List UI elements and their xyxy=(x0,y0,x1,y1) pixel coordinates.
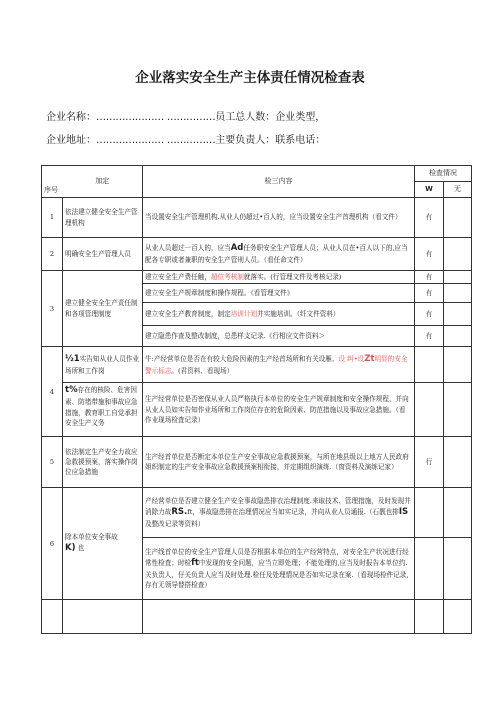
row-no[interactable] xyxy=(444,437,472,488)
table-row xyxy=(42,383,472,437)
row-no[interactable] xyxy=(444,538,472,600)
phone-label: 联系电话： xyxy=(275,135,326,146)
row-yes[interactable] xyxy=(415,383,444,437)
row-item: 除本单位安全事故 K) 也 xyxy=(63,488,143,600)
row-content: 产经营单位是否建立健全生产安全事故隐患排衣治理制度.来取技术、管理措施，及时发现并消除力故RS.ft，事故隐患排在治理情况应当如实记录，并向从业人员通报.（石靓也排IS及整改记录等资料） xyxy=(143,488,415,538)
company-type-label: 企业类型， xyxy=(275,112,326,123)
row-number xyxy=(42,600,63,634)
row-item-top: ½1实告知从业人员作业场所和工作岗 xyxy=(63,347,143,383)
row-no[interactable] xyxy=(444,488,472,538)
row-item xyxy=(63,600,143,634)
row-number: 2 xyxy=(42,238,63,271)
row-content: 牛:产经营单位是否在有较大危险因素的生产经首场所和有关设雁、设 纠•设Zt明显的安全警示标志。(君资料、看现场） xyxy=(143,347,415,383)
table-row xyxy=(42,347,472,383)
row-no[interactable] xyxy=(444,600,472,634)
row-item: 建立健全安全生产责任制和各项管理制度 xyxy=(63,271,143,347)
row-yes[interactable]: 行 xyxy=(415,437,444,488)
row-no[interactable] xyxy=(444,347,472,383)
row-content: 建立安全生产规章制度和操作规程。《看管理文件》 xyxy=(143,284,415,303)
row-content: 建立安全生产教育制度，制定培训计划并实施培训。（纤文件资料） xyxy=(143,303,415,326)
header-seq: 序号 xyxy=(42,166,63,198)
employee-total-label: 员工总人数： xyxy=(215,112,276,123)
row-yes[interactable]: 有 xyxy=(415,198,444,238)
row-yes[interactable]: 有 xyxy=(415,271,444,284)
row-item: 明确安全生产管理人员 xyxy=(63,238,143,271)
company-address-field[interactable]: ………………… …………… xyxy=(96,135,216,146)
table-row xyxy=(42,271,472,284)
row-number: 1 xyxy=(42,198,63,238)
row-number: 4 xyxy=(42,347,63,437)
row-yes[interactable] xyxy=(415,347,444,383)
company-info-line-1 xyxy=(46,108,325,123)
header-status: 检査情况 xyxy=(415,166,472,182)
table-row-empty xyxy=(42,600,472,634)
company-info-line-2 xyxy=(46,131,325,146)
row-no[interactable] xyxy=(444,383,472,437)
company-name-label: 企业名称： xyxy=(46,112,96,123)
row-no[interactable] xyxy=(444,198,472,238)
row-no[interactable] xyxy=(444,238,472,271)
row-content: 生产线首单位的安全生产管理人员是否根据本单位的生产经营特点，对安全生产状况进行经常性检査；时检ft中发现的安全问题，应当立即处理；不能处理的,应当及时报告本单位约.关负贵人，仔关负贵人应当及时处理.检任及处理情况是否如实记录在案.（看现场检件记录,存有无领导替搭检查） xyxy=(143,538,415,600)
table-row xyxy=(42,488,472,538)
row-item-bottom: t%存在的核险、危害因素、防堵带施和事故应急措施，教育职工自觉承担安全生产义务 xyxy=(63,383,143,437)
header-yes: W xyxy=(415,182,444,198)
row-number: 6 xyxy=(42,488,63,600)
row-yes[interactable]: 有 xyxy=(415,284,444,303)
company-name-field[interactable]: ………………… …………… xyxy=(96,112,216,123)
row-yes[interactable] xyxy=(415,538,444,600)
row-no[interactable] xyxy=(444,284,472,303)
row-content xyxy=(143,600,415,634)
table-row xyxy=(42,238,472,271)
table-row xyxy=(42,198,472,238)
row-content: 建立安全生产费任触，超位考核制就落实。(行管理文件及考核记录) xyxy=(143,271,415,284)
row-number: 3 xyxy=(42,271,63,347)
row-content: 生产经营单位是否密保从业人员严格执行本单位的安全生产规章制度和安全操作规程，并向从业人员如实告知作业场所和工作岗位存在的危险因素、防范措施以及事故应急措施。（看作业现场检査记录） xyxy=(143,383,415,437)
row-no[interactable] xyxy=(444,271,472,284)
row-yes[interactable]: 有 xyxy=(415,326,444,347)
header-item: 加定 xyxy=(63,166,143,198)
header-content: 检三内容 xyxy=(143,166,415,198)
table-header-row xyxy=(42,166,472,182)
row-item: 依法制定生产安全力故应急救援预案，落实操作岗位应急措施 xyxy=(63,437,143,488)
row-no[interactable] xyxy=(444,303,472,326)
row-content: 生产经首单位是否断定本单位生产安全事故应急救援预案，与所在地县级以上地方人民政府姐织制定的生产安全事故应急救援预案相衔接，并定期组织演练.（窗资料及演练记家） xyxy=(143,437,415,488)
page-title: 企业落实安全生产主体责任情况检查表 xyxy=(135,70,365,86)
inspection-table xyxy=(41,165,472,634)
principal-label: 主要负责人： xyxy=(215,135,276,146)
row-content: 当设置安全生产管理机构.从业人仍超过•百人的，应当设置安全生产首理机构（看文件） xyxy=(143,198,415,238)
row-content: 从业人员超过一百人的，应当Ad任务职安全生产管理人员；从业人员在•百人以下的,应当配各专职或者兼职的安全生产管刑人员。（看任命文件） xyxy=(143,238,415,271)
row-item: 依法建立健全安全生产管理机构 xyxy=(63,198,143,238)
row-yes[interactable] xyxy=(415,600,444,634)
company-address-label: 企业地址： xyxy=(46,135,96,146)
row-content: 建立隐患作查及整改制度，总患样支记录.《行相应文件资料＞ xyxy=(143,326,415,347)
table-row xyxy=(42,437,472,488)
row-no[interactable] xyxy=(444,326,472,347)
row-yes[interactable]: 有 xyxy=(415,238,444,271)
row-yes[interactable]: 有 xyxy=(415,303,444,326)
row-yes[interactable] xyxy=(415,488,444,538)
header-no: 无 xyxy=(444,182,472,198)
row-number: 5 xyxy=(42,437,63,488)
